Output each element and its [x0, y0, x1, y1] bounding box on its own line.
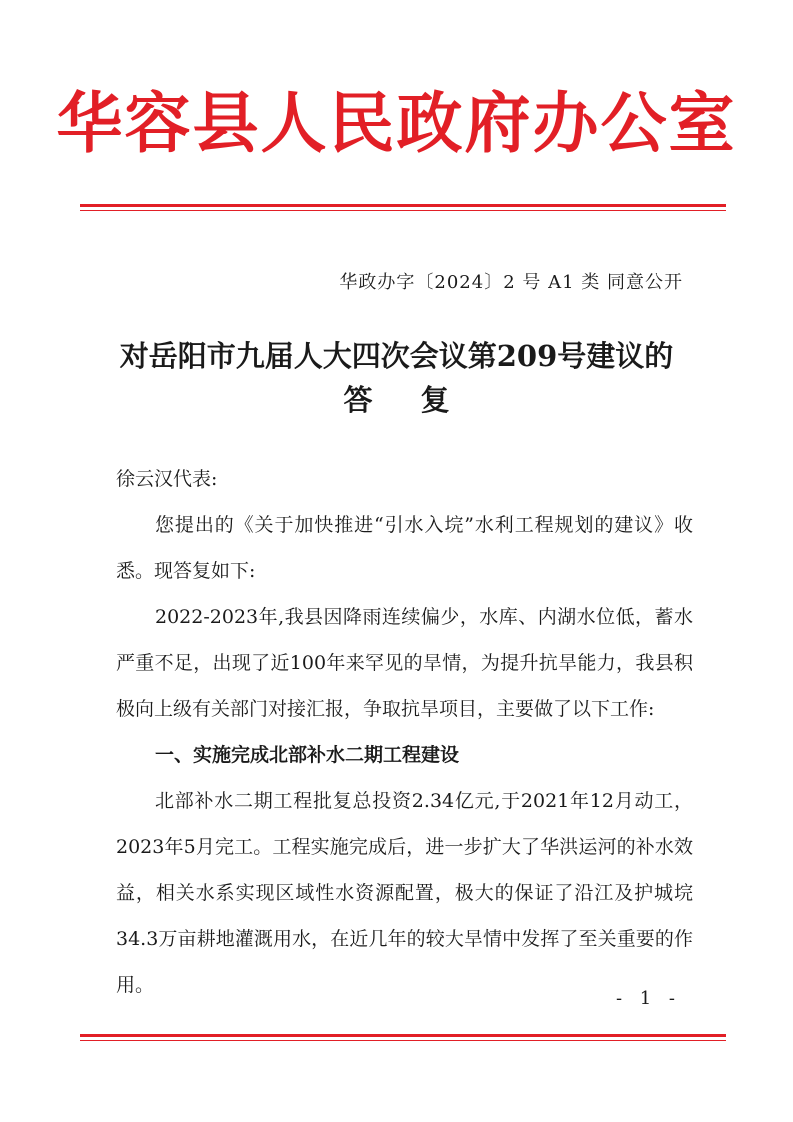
section-heading: 一、实施完成北部补水二期工程建设	[155, 744, 460, 766]
footer-divider	[80, 1034, 726, 1041]
document-number: 华政办字〔2024〕2 号 A1 类 同意公开	[339, 272, 683, 293]
divider-thick-line	[80, 1034, 726, 1037]
letterhead-divider	[80, 204, 726, 211]
body-paragraph: 您提出的《关于加快推进“引水入垸”水利工程规划的建议》收悉。现答复如下:	[116, 514, 693, 582]
letterhead-title: 华容县人民政府办公室	[56, 84, 737, 162]
title-line-2: 答复	[343, 383, 498, 417]
body-paragraph: 2022-2023年,我县因降雨连续偏少，水库、内湖水位低，蓄水严重不足，出现了近100年来罕见的旱情，为提升抗旱能力，我县积极向上级有关部门对接汇报，争取抗旱项目，主要做了以下工作:	[116, 606, 693, 720]
salutation: 徐云汉代表:	[116, 468, 218, 490]
document-body	[116, 456, 693, 1008]
section-paragraph: 北部补水二期工程批复总投资2.34亿元,于2021年12月动工，2023年5月完工。工程实施完成后，进一步扩大了华洪运河的补水效益，相关水系实现区域性水资源配置，极大的保证了沿江及护城垸34.3万亩耕地灌溉用水，在近几年的较大旱情中发挥了至关重要的作用。	[116, 790, 693, 996]
document-title	[0, 336, 793, 420]
divider-thin-line	[80, 1040, 726, 1041]
divider-thick-line	[80, 204, 726, 207]
divider-thin-line	[80, 210, 726, 211]
page-number: - 1 -	[615, 988, 681, 1009]
title-line-1: 对岳阳市九届人大四次会议第209号建议的	[119, 339, 674, 373]
